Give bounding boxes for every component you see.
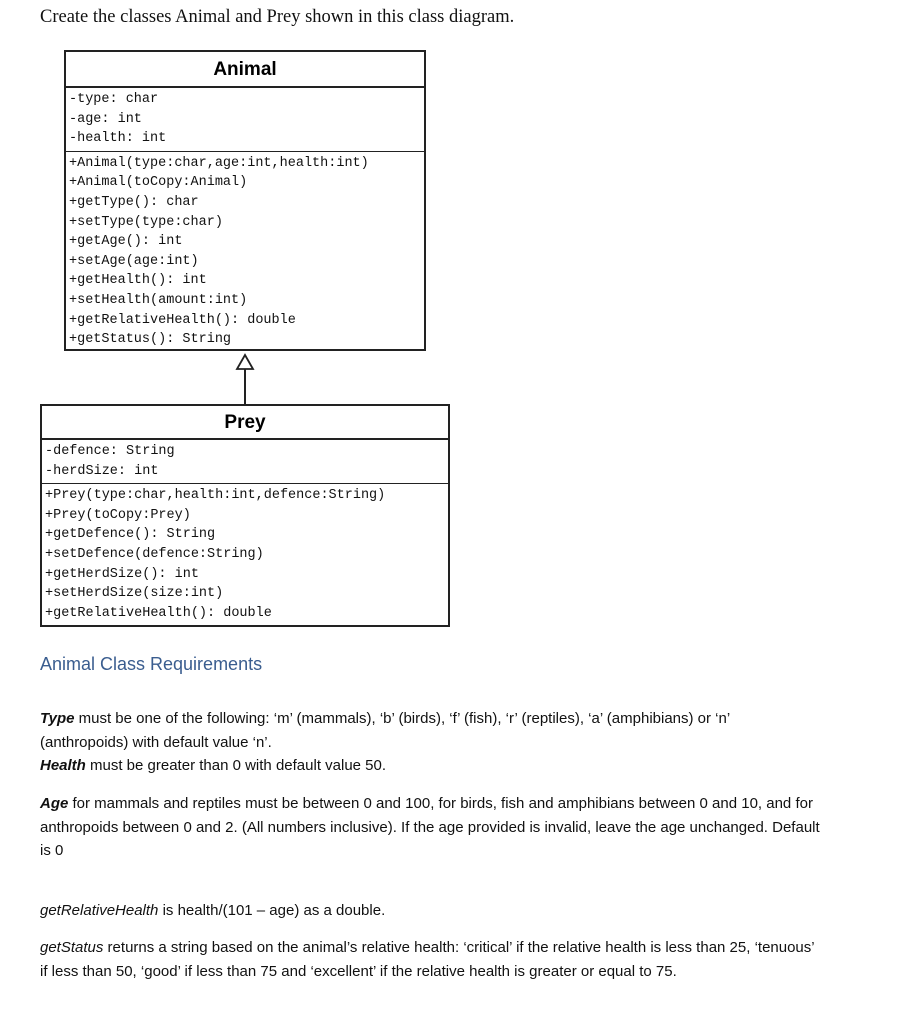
prey-attributes: [42, 440, 448, 484]
animal-class-box: [64, 50, 426, 351]
animal-method: +getRelativeHealth(): double: [69, 312, 296, 328]
prey-method: +getRelativeHealth(): double: [45, 605, 272, 621]
animal-method: +getStatus(): String: [69, 332, 232, 348]
animal-method: +Animal(toCopy:Animal): [69, 175, 248, 191]
status-term: getStatus: [40, 939, 104, 956]
requirements-heading: Animal Class Requirements: [40, 654, 263, 674]
prey-method: +setDefence(defence:String): [45, 546, 264, 562]
status-text: returns a string based on the animal’s relative health: ‘critical’ if the relative health is less than 25, ‘tenuous’ if less than 50, ‘good’ if less than 75 and ‘excellent’ if the relative health is greater or equal to 75.: [40, 939, 815, 980]
prey-class-box: [40, 404, 450, 627]
prey-attr-herdsize: -herdSize: int: [45, 463, 159, 479]
health-term: Health: [40, 757, 86, 774]
animal-class-name: Animal: [66, 52, 424, 88]
prey-method: +Prey(type:char,health:int,defence:String): [45, 488, 386, 504]
prey-method: +getHerdSize(): int: [45, 566, 199, 582]
type-requirement: [40, 707, 820, 778]
prey-methods: [42, 484, 448, 625]
animal-method: +Animal(type:char,age:int,health:int): [69, 155, 369, 171]
relative-health-term: getRelativeHealth: [40, 902, 159, 919]
animal-method: +getHealth(): int: [69, 273, 207, 289]
prey-method: +setHerdSize(size:int): [45, 586, 224, 602]
health-text: must be greater than 0 with default value 50.: [85, 757, 387, 774]
animal-method: +getAge(): int: [69, 234, 183, 250]
status-requirement: [40, 936, 820, 983]
animal-attr-type: -type: char: [69, 92, 159, 107]
age-text: for mammals and reptiles must be between 0 and 100, for birds, fish and amphibians between 0 and 10, and for anthropoids between 0 and 2. (All numbers inclusive). If the age provided is invalid, leave the age unchanged. Default is 0: [40, 795, 820, 859]
relative-health-requirement: [40, 899, 820, 923]
age-requirement: [40, 792, 820, 863]
prey-attr-defence: -defence: String: [45, 444, 175, 459]
intro-text: Create the classes Animal and Prey shown in this class diagram.: [40, 7, 515, 27]
type-text: must be one of the following: ‘m’ (mammals), ‘b’ (birds), ‘f’ (fish), ‘r’ (reptiles), ‘a’ (amphibians) or ‘n’ (anthropoids) with default value ‘n’.: [40, 710, 730, 751]
inheritance-arrow: [232, 352, 262, 404]
relative-health-text: is health/(101 – age) as a double.: [158, 902, 386, 919]
animal-attributes: [66, 88, 424, 152]
animal-method: +setType(type:char): [69, 214, 223, 230]
type-term: Type: [40, 710, 75, 727]
animal-method: +setHealth(amount:int): [69, 292, 248, 308]
prey-method: +Prey(toCopy:Prey): [45, 507, 191, 523]
prey-method: +getDefence(): String: [45, 527, 216, 543]
animal-method: +getType(): char: [69, 194, 199, 210]
animal-attr-age: -age: int: [69, 111, 142, 127]
prey-class-name: Prey: [42, 406, 448, 440]
animal-method: +setAge(age:int): [69, 253, 199, 269]
animal-attr-health: -health: int: [69, 131, 167, 147]
animal-methods: [66, 152, 424, 352]
age-term: Age: [40, 795, 69, 812]
